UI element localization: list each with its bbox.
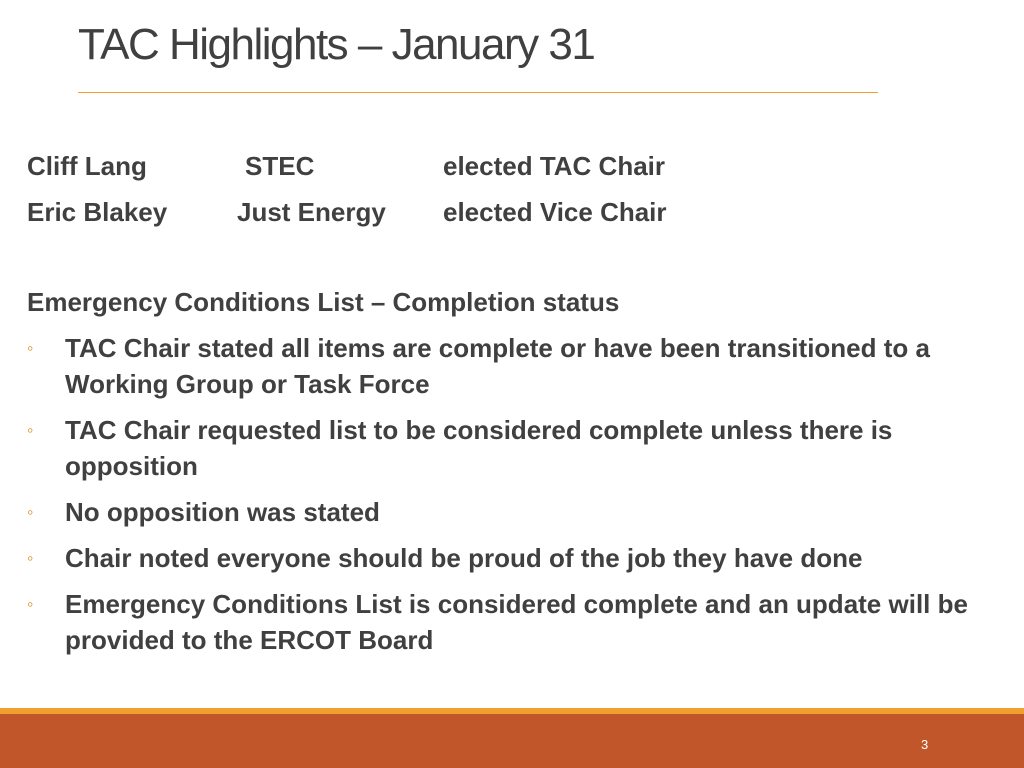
- bullet-circle-icon: ◦: [27, 594, 34, 614]
- slide-title: TAC Highlights – January 31: [78, 20, 595, 69]
- person-name: Cliff Lang: [27, 151, 147, 181]
- bullet-text: TAC Chair stated all items are complete or have been transitioned to a Working Group or Task Force: [65, 333, 930, 399]
- person-role: elected Vice Chair: [443, 197, 667, 227]
- bullet-circle-icon: ◦: [27, 548, 34, 568]
- person-org: STEC: [245, 151, 315, 181]
- bullet-text: No opposition was stated: [65, 497, 380, 527]
- page-number: 3: [921, 737, 929, 752]
- bullet-list: [27, 330, 1002, 668]
- bullet-text: Chair noted everyone should be proud of the job they have done: [65, 543, 863, 573]
- title-divider: [78, 92, 878, 93]
- bullet-item: [27, 540, 1002, 576]
- bullet-item: [27, 494, 1002, 530]
- person-name: Eric Blakey: [27, 197, 168, 227]
- bullet-item: [27, 412, 1002, 484]
- bullet-item: [27, 330, 1002, 402]
- bullet-item: [27, 586, 1002, 658]
- section-heading: Emergency Conditions List – Completion status: [27, 287, 620, 317]
- bullet-circle-icon: ◦: [27, 338, 34, 358]
- footer-band: [0, 714, 1024, 768]
- bullet-circle-icon: ◦: [27, 502, 34, 522]
- bullet-text: Emergency Conditions List is considered complete and an update will be provided to the ERCOT Board: [65, 589, 968, 655]
- person-role: elected TAC Chair: [443, 151, 666, 181]
- bullet-text: TAC Chair requested list to be considered complete unless there is opposition: [65, 415, 893, 481]
- person-org: Just Energy: [237, 197, 386, 227]
- bullet-circle-icon: ◦: [27, 420, 34, 440]
